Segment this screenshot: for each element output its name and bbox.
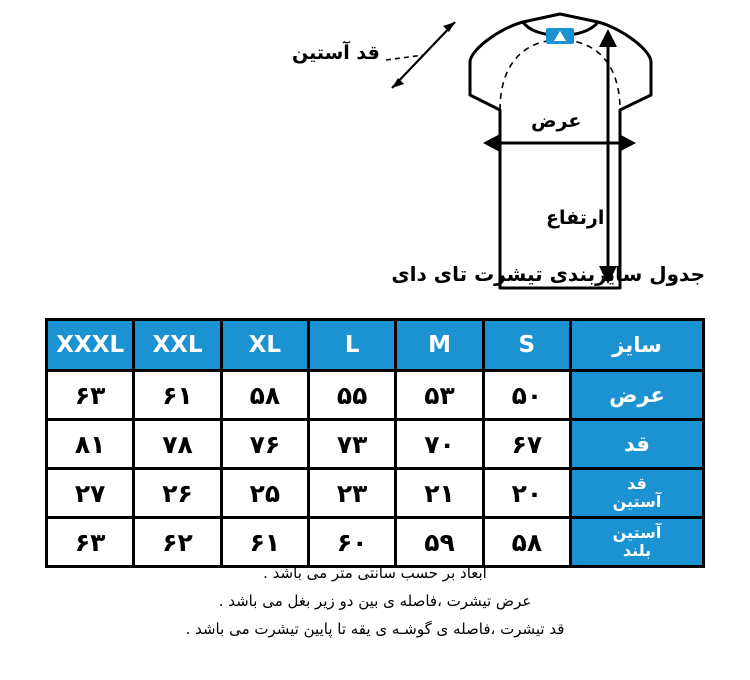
page-title: جدول سایزبندی تیشرت تای دای: [391, 262, 705, 286]
cell-length-m: ۷۰: [396, 420, 483, 469]
table-header-row: [47, 320, 704, 371]
cell-length-l: ۷۳: [309, 420, 396, 469]
cell-width-s: ۵۰: [483, 371, 570, 420]
column-header-s: S: [483, 320, 570, 371]
row-label-length: قد: [571, 420, 704, 469]
cell-long-sleeve-s: ۵۸: [483, 518, 570, 567]
width-arrow-right-icon: [619, 134, 636, 152]
notes-block: [45, 560, 705, 643]
cell-sleeve-xxxl: ۲۷: [47, 469, 134, 518]
row-label-sleeve-length-line1: قد: [627, 473, 647, 493]
row-label-width: عرض: [571, 371, 704, 420]
size-chart-table: [45, 318, 705, 568]
column-header-xl: XL: [221, 320, 308, 371]
column-header-l: L: [309, 320, 396, 371]
table-body: [47, 371, 704, 567]
cell-sleeve-xl: ۲۵: [221, 469, 308, 518]
table-corner-label: سایز: [571, 320, 704, 371]
width-label: عرض: [531, 110, 582, 132]
cell-sleeve-m: ۲۱: [396, 469, 483, 518]
cell-width-l: ۵۵: [309, 371, 396, 420]
row-label-sleeve-length-line2: آستین: [612, 492, 662, 511]
cell-length-xxl: ۷۸: [134, 420, 221, 469]
cell-long-sleeve-m: ۵۹: [396, 518, 483, 567]
table-row: [47, 371, 704, 420]
cell-width-m: ۵۳: [396, 371, 483, 420]
table-row: [47, 469, 704, 518]
cell-sleeve-s: ۲۰: [483, 469, 570, 518]
cell-sleeve-l: ۲۳: [309, 469, 396, 518]
cell-long-sleeve-l: ۶۰: [309, 518, 396, 567]
note-units: ابعاد بر حسب سانتی متر می باشد .: [263, 564, 487, 582]
cell-sleeve-xxl: ۲۶: [134, 469, 221, 518]
cell-length-s: ۶۷: [483, 420, 570, 469]
table-header: [47, 320, 704, 371]
cell-length-xxxl: ۸۱: [47, 420, 134, 469]
table-row: [47, 420, 704, 469]
height-label: ارتفاع: [546, 207, 605, 229]
note-length-definition: قد تیشرت ،فاصله ی گوشـه ی یقه تا پایین تیشرت می باشد .: [185, 619, 565, 638]
column-header-xxl: XXL: [134, 320, 221, 371]
cell-long-sleeve-xxxl: ۶۳: [47, 518, 134, 567]
cell-width-xl: ۵۸: [221, 371, 308, 420]
sleeve-length-label: قد آستین: [292, 42, 380, 64]
shirt-outline: [470, 14, 651, 288]
width-arrow-left-icon: [483, 134, 500, 152]
sleeve-arrow-end-icon: [443, 22, 455, 32]
note-width-definition: عرض تیشرت ،فاصله ی بین دو زیر بغل می باشد .: [218, 591, 532, 610]
cell-length-xl: ۷۶: [221, 420, 308, 469]
sleeve-arrow-start-icon: [392, 78, 404, 88]
cell-width-xxxl: ۶۳: [47, 371, 134, 420]
column-header-xxxl: XXXL: [47, 320, 134, 371]
cell-long-sleeve-xl: ۶۱: [221, 518, 308, 567]
column-header-m: M: [396, 320, 483, 371]
cell-width-xxl: ۶۱: [134, 371, 221, 420]
tshirt-illustration: [0, 0, 750, 300]
row-label-long-sleeve-line1: آستین: [612, 522, 662, 542]
row-label-sleeve-length: [571, 469, 704, 518]
row-label-long-sleeve-line2: بلند: [622, 541, 652, 560]
cell-long-sleeve-xxl: ۶۲: [134, 518, 221, 567]
